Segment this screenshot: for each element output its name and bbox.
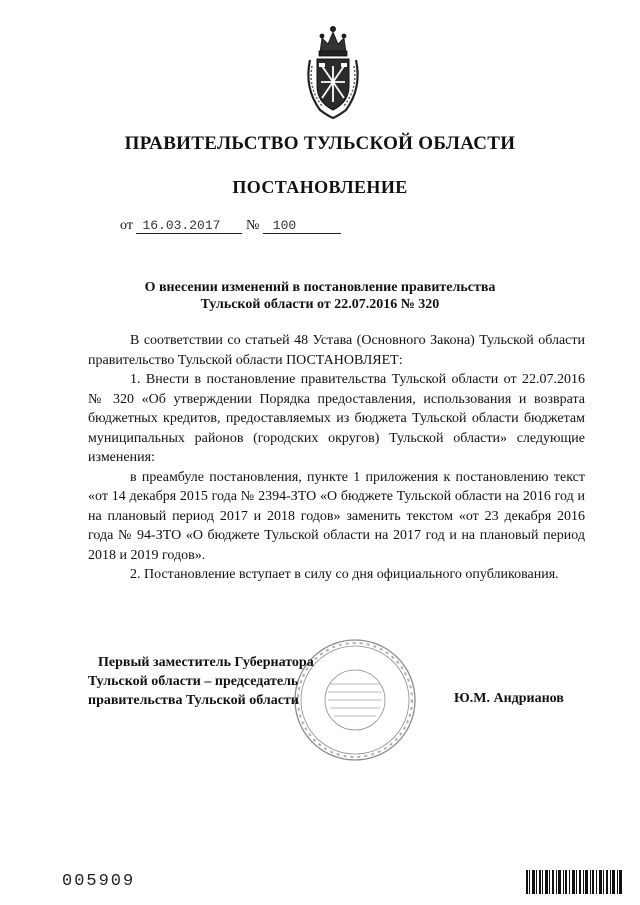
body-paragraph-4: 2. Постановление вступает в силу со дня официального опубликования.	[130, 567, 559, 582]
signer-title-line-2: Тульской области – председатель	[88, 674, 299, 689]
document-subject	[0, 279, 640, 313]
document-type: ПОСТАНОВЛЕНИЕ	[232, 177, 408, 197]
signer-name: Ю.М. Андрианов	[454, 691, 564, 706]
document-date: 16.03.2017	[136, 219, 242, 234]
barcode-icon	[526, 870, 622, 894]
body-paragraph-3: в преамбуле постановления, пункте 1 приложения к постановлению текст «от 14 декабря 2015 года № 2394-ЗТО «О бюджете Тульской области на 2016 год и на плановый период 2017 и 2018 годов» заменить текстом «от 23 декабря 2016 года № 94-ЗТО «О бюджете Тульской области на 2017 год и на плановый период 2018 и 2019 годов».	[88, 469, 585, 563]
body-paragraph-1: В соответствии со статьей 48 Устава (Основного Закона) Тульской области правительство Тульской области ПОСТАНОВЛЯЕТ:	[88, 333, 585, 368]
subject-line-2: Тульской области от 22.07.2016 № 320	[200, 297, 440, 312]
number-prefix: №	[245, 218, 260, 233]
dateline	[120, 218, 341, 234]
document-number: 100	[263, 219, 341, 234]
serial-number: 005909	[62, 872, 136, 891]
document-body	[88, 331, 585, 585]
organization-title: ПРАВИТЕЛЬСТВО ТУЛЬСКОЙ ОБЛАСТИ	[124, 133, 516, 154]
signer-title-line-1: Первый заместитель Губернатора	[98, 655, 314, 670]
signer-title	[88, 653, 314, 710]
subject-line-1: О внесении изменений в постановление правительства	[144, 280, 496, 295]
signer-title-line-3: правительства Тульской области	[88, 693, 299, 708]
body-paragraph-2: 1. Внести в постановление правительства Тульской области от 22.07.2016 № 320 «Об утверждении Порядка предоставления, использования и возврата бюджетных кредитов, предоставляемых из бюджета Тульской области бюджетам муниципальных районов (городских округов) Тульской области» следующие изменения:	[88, 372, 585, 465]
tula-coat-of-arms-icon	[300, 22, 366, 122]
date-prefix: от	[120, 218, 133, 233]
